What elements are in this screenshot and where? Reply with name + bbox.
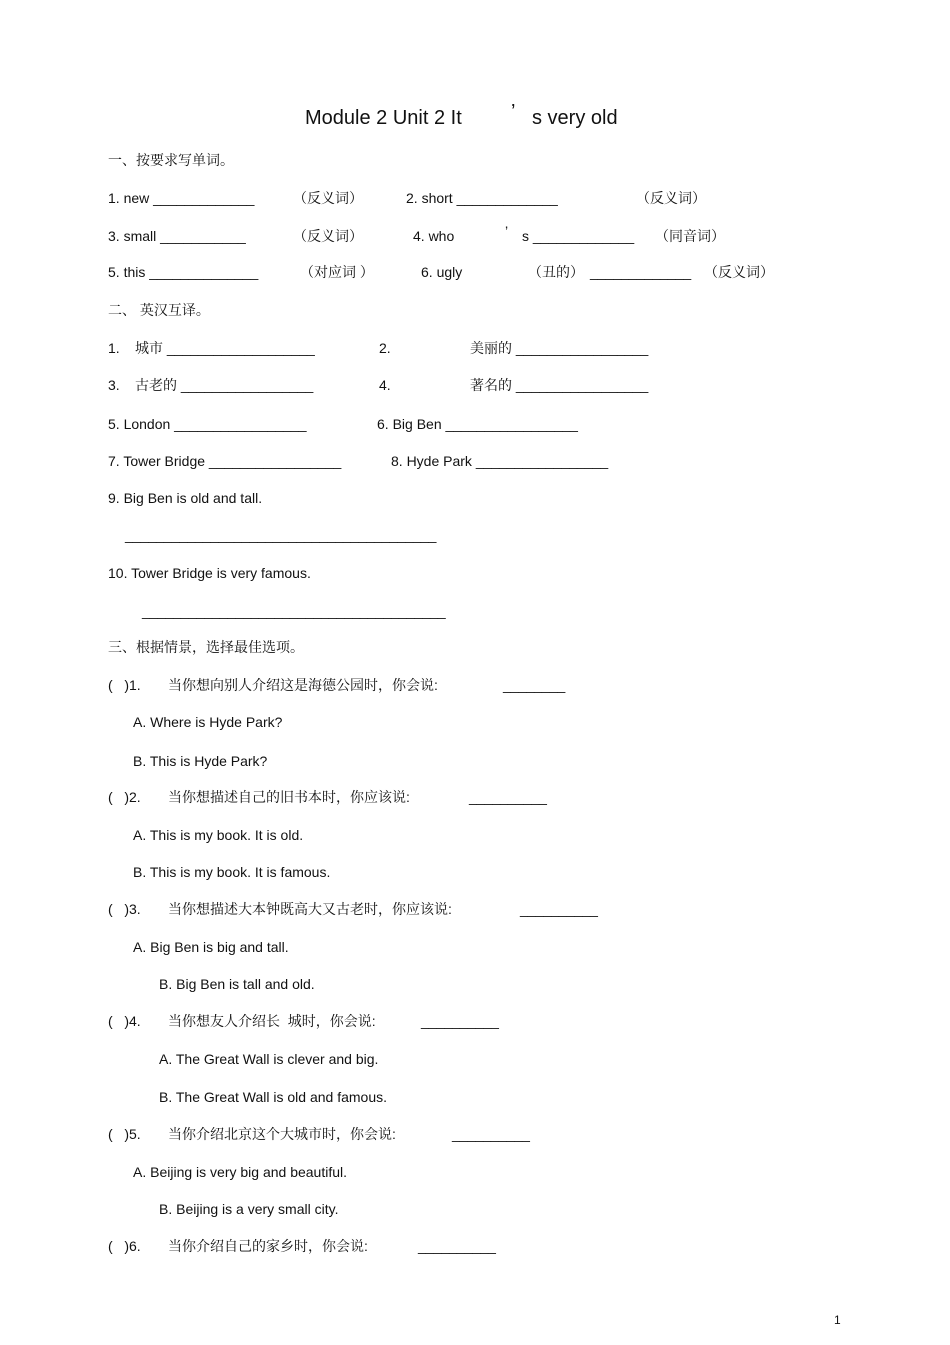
s1-item5-text: 5. this ______________ <box>108 264 259 280</box>
s2-item3-num: 3. <box>108 377 120 393</box>
q5-prompt: 当你介绍北京这个大城市时，你会说: <box>168 1126 396 1142</box>
q1-blank: ________ <box>503 677 566 693</box>
q4-number: ( )4. <box>108 1013 141 1029</box>
q3-option-b: B. Big Ben is tall and old. <box>159 976 315 992</box>
q3-number: ( )3. <box>108 901 141 917</box>
s1-item6-blank: _____________ <box>590 264 692 280</box>
s1-item6-hint: （丑的） <box>528 264 584 280</box>
q4-option-b: B. The Great Wall is old and famous. <box>159 1089 387 1105</box>
s2-item9-text: 9. Big Ben is old and tall. <box>108 490 263 506</box>
q5-option-b: B. Beijing is a very small city. <box>159 1201 339 1217</box>
page-title: Module 2 Unit 2 It <box>305 107 462 129</box>
s1-item3-text: 3. small ___________ <box>108 228 246 244</box>
q1-prompt: 当你想向别人介绍这是海德公园时，你会说: <box>168 677 438 693</box>
s1-item6-hint2: （反义词） <box>704 264 774 280</box>
s1-item4-tail: s _____________ <box>522 228 635 244</box>
q1-number: ( )1. <box>108 677 141 693</box>
q2-number: ( )2. <box>108 789 141 805</box>
s2-item8-text: 8. Hyde Park _________________ <box>391 453 609 469</box>
q5-option-a: A. Beijing is very big and beautiful. <box>133 1164 348 1180</box>
q4-blank: __________ <box>421 1013 499 1029</box>
q2-option-b: B. This is my book. It is famous. <box>133 864 331 880</box>
q6-prompt: 当你介绍自己的家乡时，你会说: <box>168 1238 368 1254</box>
s2-item5-text: 5. London _________________ <box>108 416 307 432</box>
s2-item7-text: 7. Tower Bridge _________________ <box>108 453 342 469</box>
s2-item1-num: 1. <box>108 340 120 356</box>
section2-heading: 二、 英汉互译。 <box>108 302 210 318</box>
section1-heading: 一、按要求写单词。 <box>108 152 234 168</box>
q2-prompt: 当你想描述自己的旧书本时，你应该说: <box>168 789 410 805</box>
q1-option-a: A. Where is Hyde Park? <box>133 714 283 730</box>
title-tail: s very old <box>532 107 618 129</box>
s2-item9-answer-line: ________________________________________ <box>125 527 437 543</box>
s1-item4-apostrophe: ’ <box>505 223 509 239</box>
q3-blank: __________ <box>520 901 598 917</box>
q4-option-a: A. The Great Wall is clever and big. <box>159 1051 379 1067</box>
q6-blank: __________ <box>418 1238 496 1254</box>
s2-item4-num: 4. <box>379 377 391 393</box>
s2-item4-text: 著名的 _________________ <box>470 377 649 393</box>
s1-item4-hint: （同音词） <box>655 228 725 244</box>
q5-number: ( )5. <box>108 1126 141 1142</box>
q2-blank: __________ <box>469 789 547 805</box>
s1-item4-text: 4. who <box>413 228 455 244</box>
s2-item2-num: 2. <box>379 340 391 356</box>
q1-option-b: B. This is Hyde Park? <box>133 753 268 769</box>
q3-prompt: 当你想描述大本钟既高大又古老时，你应该说: <box>168 901 452 917</box>
s2-item6-text: 6. Big Ben _________________ <box>377 416 578 432</box>
s2-item1-text: 城市 ___________________ <box>135 340 315 356</box>
s1-item2-hint: （反义词） <box>636 190 706 206</box>
s2-item10-answer-line: _______________________________________ <box>142 603 446 619</box>
s1-item3-hint: （反义词） <box>293 228 363 244</box>
q3-option-a: A. Big Ben is big and tall. <box>133 939 289 955</box>
q2-option-a: A. This is my book. It is old. <box>133 827 304 843</box>
page-number: 1 <box>834 1313 841 1327</box>
q6-number: ( )6. <box>108 1238 141 1254</box>
q4-prompt: 当你想友人介绍长 城时，你会说: <box>168 1013 376 1029</box>
s1-item1-text: 1. new _____________ <box>108 190 255 206</box>
s2-item2-text: 美丽的 _________________ <box>470 340 649 356</box>
s1-item2-text: 2. short _____________ <box>406 190 558 206</box>
title-apostrophe: ’ <box>511 101 516 123</box>
q5-blank: __________ <box>452 1126 530 1142</box>
s2-item10-text: 10. Tower Bridge is very famous. <box>108 565 311 581</box>
s2-item3-text: 古老的 _________________ <box>135 377 314 393</box>
s1-item6-text: 6. ugly <box>421 264 463 280</box>
s1-item5-hint: （对应词 ） <box>300 264 374 280</box>
s1-item1-hint: （反义词） <box>293 190 363 206</box>
section3-heading: 三、根据情景，选择最佳选项。 <box>108 639 304 655</box>
